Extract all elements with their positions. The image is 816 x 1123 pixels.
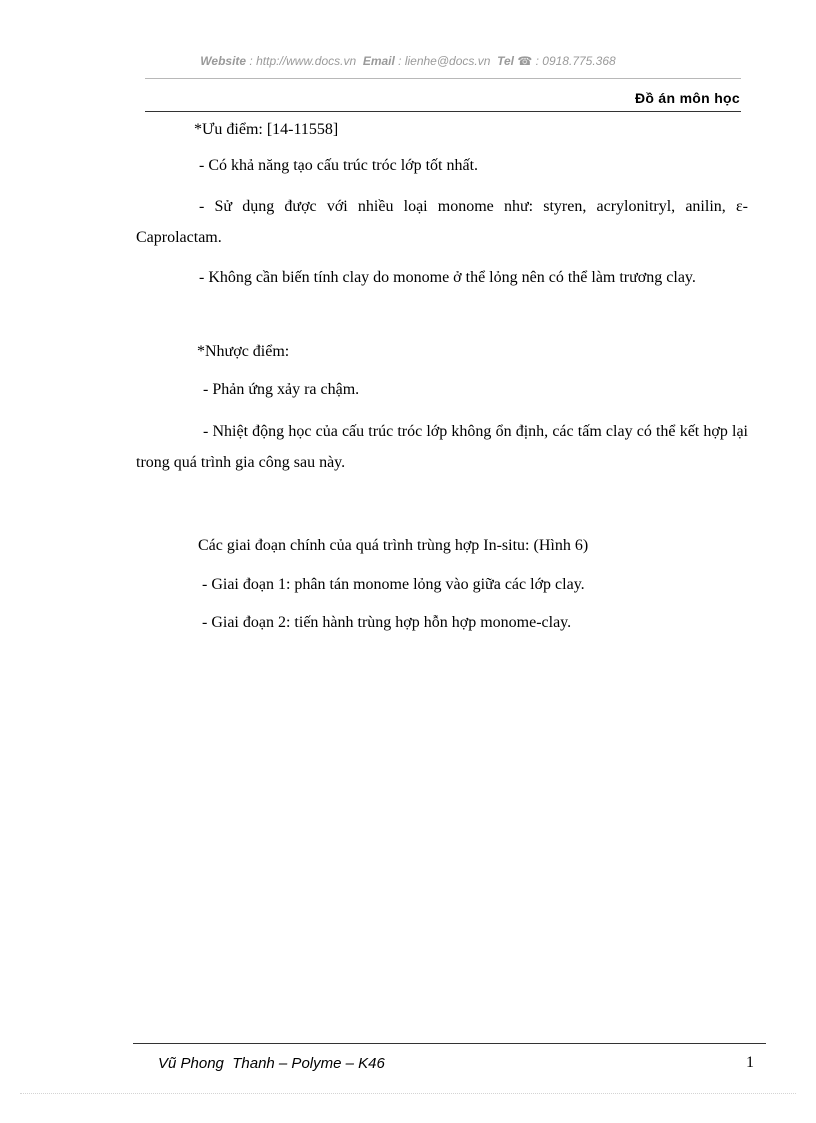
tel-value: : 0918.775.368	[532, 54, 616, 68]
cons-heading: *Nhược điểm:	[197, 343, 290, 360]
email-label: Email	[362, 54, 395, 68]
stage-item-2: - Giai đoạn 2: tiến hành trùng hợp hỗn hợp monome-clay.	[202, 614, 572, 631]
pros-item-1: - Có khả năng tạo cấu trúc tróc lớp tốt nhất.	[199, 157, 479, 174]
header-title: Đồ án môn học	[634, 90, 740, 106]
phone-icon: ☎	[517, 54, 533, 68]
website-value: : http://www.docs.vn	[246, 54, 357, 68]
watermark-divider	[145, 78, 741, 79]
pros-item-2: - Sử dụng được với nhiều loại monome như: styren, acrylonitryl, anilin, ε-Caprolactam.	[136, 198, 748, 246]
stages-heading: Các giai đoạn chính của quá trình trùng hợp In-situ: (Hình 6)	[198, 537, 589, 554]
page-bottom-edge	[20, 1093, 796, 1094]
footer-author: Vũ Phong Thanh – Polyme – K46	[158, 1055, 385, 1072]
email-value: : lienhe@docs.vn	[394, 54, 491, 68]
website-label: Website	[200, 54, 247, 68]
tel-label: Tel	[497, 54, 514, 68]
cons-item-1: - Phản ứng xảy ra chậm.	[203, 381, 360, 398]
stage-item-1: - Giai đoạn 1: phân tán monome lỏng vào giữa các lớp clay.	[202, 576, 585, 593]
watermark-contact-line	[0, 54, 816, 68]
pros-item-3: - Không cần biến tính clay do monome ở thể lỏng nên có thể làm trương clay.	[199, 269, 696, 286]
footer-divider	[133, 1043, 766, 1044]
page-number: 1	[746, 1054, 754, 1071]
cons-item-2: - Nhiệt động học của cấu trúc tróc lớp không ổn định, các tấm clay có thể kết hợp lại trong quá trình gia công sau này.	[136, 423, 748, 471]
header-divider	[145, 111, 741, 112]
pros-heading: *Ưu điểm: [14-11558]	[194, 121, 339, 138]
